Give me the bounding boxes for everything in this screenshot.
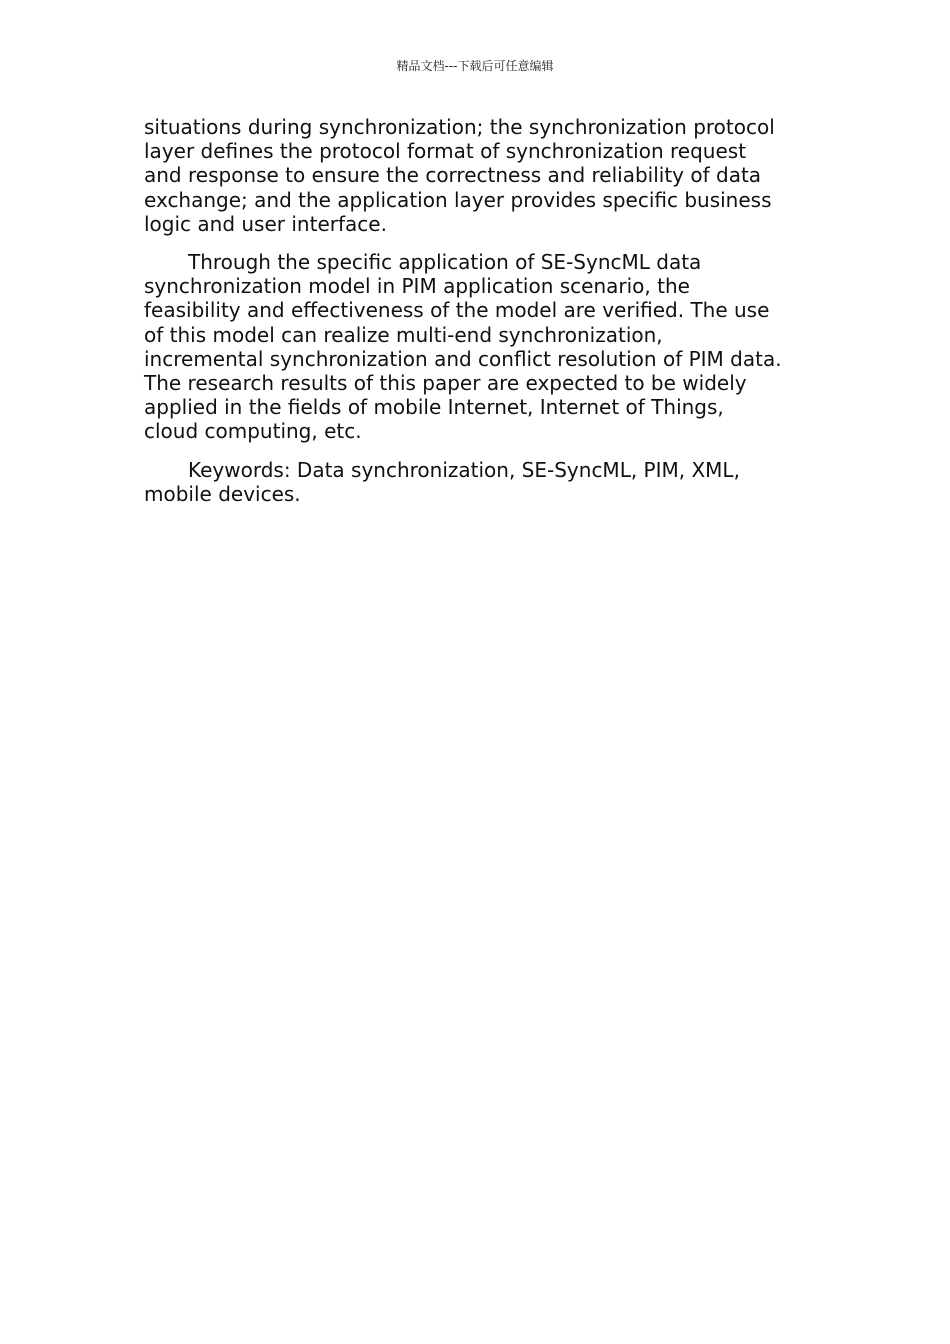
document-body	[144, 115, 812, 520]
paragraph-keywords: Keywords: Data synchronization, SE-SyncML, PIM, XML, mobile devices.	[144, 457, 740, 506]
page-header: 精品文档---下载后可任意编辑	[396, 59, 554, 73]
paragraph-verification: Through the specific application of SE-SyncML data synchronization model in PIM application scenario, the feasibility and effectiveness of the model are verified. The use of this model can realize multi-end synchronization, incremental synchronization and conflict resolution of PIM data. The research results of this paper are expected to be widely applied in the fields of mobile Internet, Internet of Things, cloud computing, etc.	[144, 250, 782, 444]
paragraph-continuation: situations during synchronization; the synchronization protocol layer defines the protocol format of synchronization request and response to ensure the correctness and reliability of data exchange; and the application layer provides specific business logic and user interface.	[144, 115, 775, 236]
